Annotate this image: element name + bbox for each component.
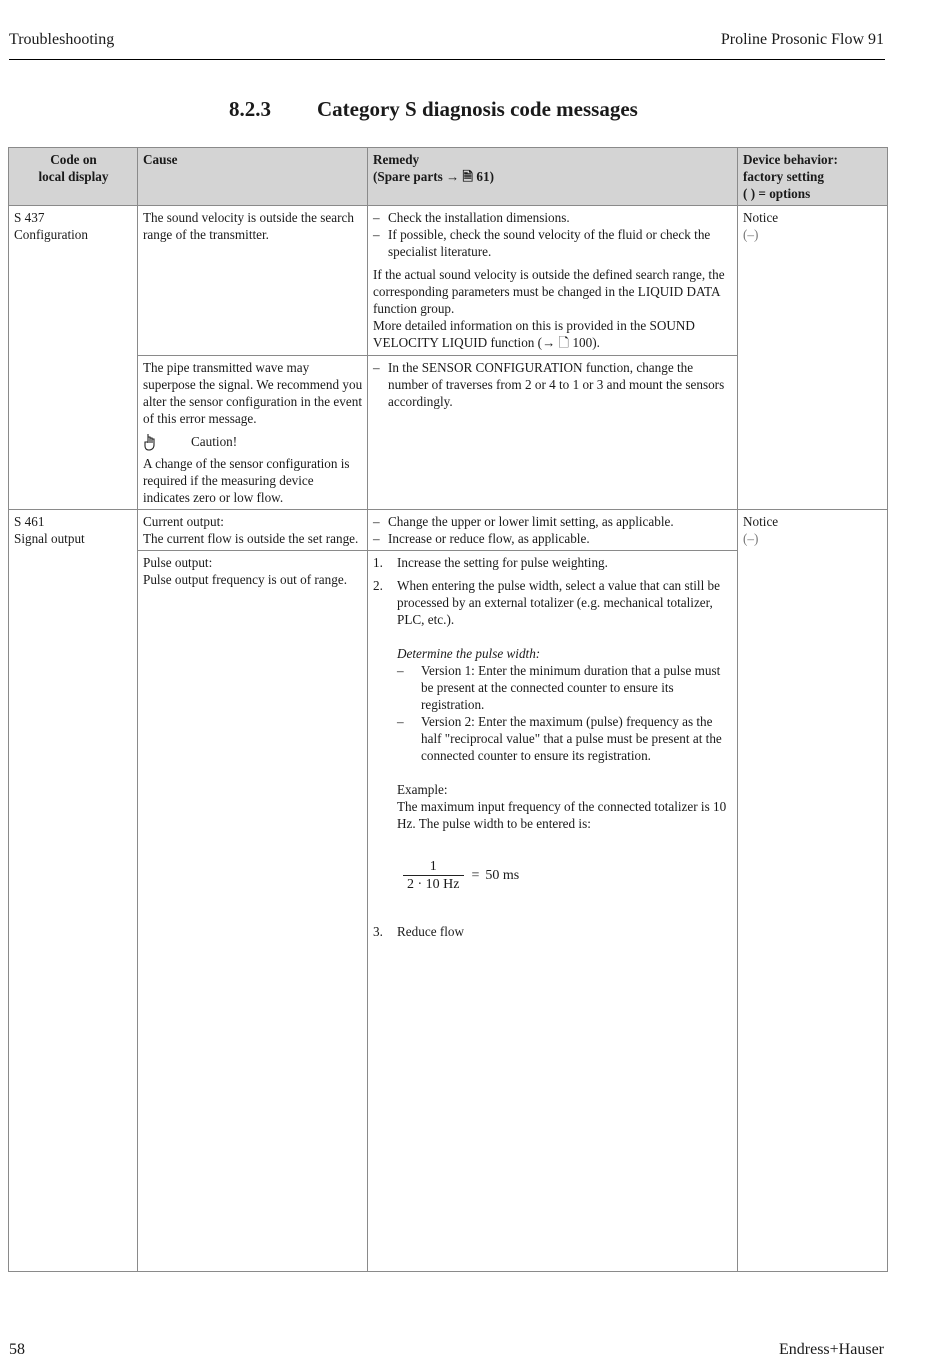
- header-rule: [9, 59, 885, 60]
- behavior-cell-s461: Notice (–): [738, 510, 888, 1272]
- code-cell-s437: S 437 Configuration: [9, 206, 138, 510]
- col-header-behavior: Device behavior: factory setting ( ) = options: [738, 148, 888, 206]
- remedy-cell: 1. Increase the setting for pulse weighting. 2. When entering the pulse width, select a value that can still be processed by an external totalizer (e.g. mechanical totalizer, PLC, etc.). Determine the pulse width: – Version 1: Enter the minimum duration that a pulse must be present at the connected counter to ensure its registration. – Version 2: Enter the maximum (pulse) frequency as the half "reciprocal value" that a pulse must be present at the connected counter to ensure its registration. Example: The maximum input frequency of the connected totalizer is 10 Hz. The pulse width to be entered is: $\frac{1}{2 \cdot 10 Hz}$ = 50 ms 3. Reduce flow: [368, 551, 738, 1272]
- section-heading: [229, 97, 638, 122]
- table-row: [9, 510, 888, 551]
- section-title: Category S diagnosis code messages: [317, 97, 638, 121]
- footer-brand: Endress+Hauser: [779, 1341, 884, 1358]
- diagnosis-table: [8, 147, 888, 1272]
- col-header-cause: Cause: [138, 148, 368, 206]
- header-product: Proline Prosonic Flow 91: [720, 31, 884, 48]
- caution-hand-icon: [143, 433, 191, 455]
- cause-cell: The sound velocity is outside the search range of the transmitter.: [138, 206, 368, 356]
- remedy-cell: – In the SENSOR CONFIGURATION function, change the number of traverses from 2 or 4 to 1 or 3 and mount the sensors accordingly.: [368, 356, 738, 510]
- cause-cell: Pulse output: Pulse output frequency is out of range.: [138, 551, 368, 1272]
- remedy-cell: – Check the installation dimensions. – If possible, check the sound velocity of the fluid or check the specialist literature. If the actual sound velocity is outside the defined search range, the corresponding parameters must be changed in the LIQUID DATA function group. More detailed information on this is provided in the SOUND VELOCITY LIQUID function (→ 🗋 100).: [368, 206, 738, 356]
- page-number: 58: [9, 1341, 25, 1358]
- section-number: 8.2.3: [229, 97, 271, 121]
- code-cell-s461: S 461 Signal output: [9, 510, 138, 1272]
- col-header-remedy: Remedy (Spare parts → 🗎 61): [368, 148, 738, 206]
- table-row: [9, 206, 888, 356]
- pulse-width-formula: $\frac{1}{2 \cdot 10 Hz}$ = 50 ms: [403, 858, 733, 893]
- col-header-code: Code on local display: [9, 148, 138, 206]
- remedy-cell: – Change the upper or lower limit setting, as applicable. – Increase or reduce flow, as applicable.: [368, 510, 738, 551]
- cause-cell: The pipe transmitted wave may superpose the signal. We recommend you alter the sensor configuration in the event of this error message. Caution! A change of the sensor configuration is required if the measuring device indicates zero or low flow.: [138, 356, 368, 510]
- header-section: Troubleshooting: [9, 31, 115, 48]
- behavior-cell-s437: Notice (–): [738, 206, 888, 510]
- cause-cell: Current output: The current flow is outside the set range.: [138, 510, 368, 551]
